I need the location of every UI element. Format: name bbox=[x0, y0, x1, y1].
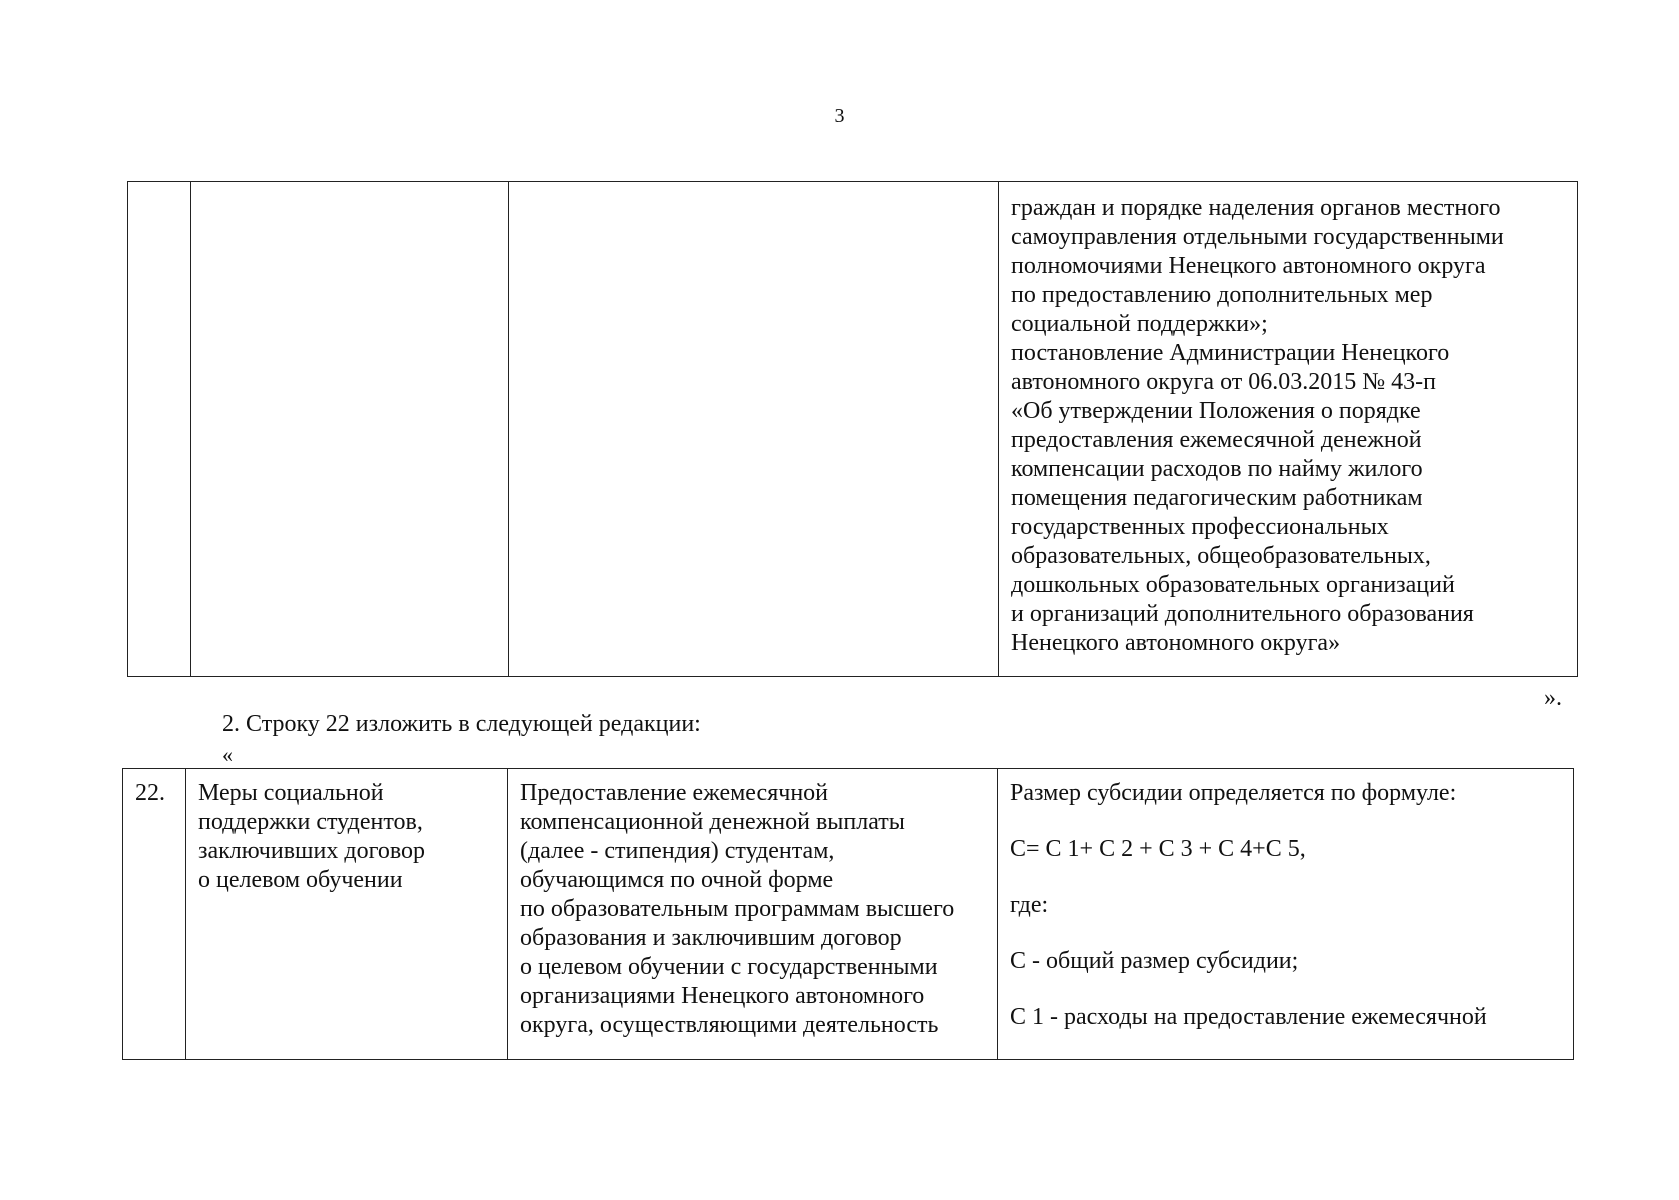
cell-text-line: по предоставлению дополнительных мер bbox=[1011, 282, 1433, 308]
legal-basis-cell bbox=[999, 182, 1578, 677]
formula-paragraph: Размер субсидии определяется по формуле: bbox=[1010, 780, 1457, 806]
description-line: округа, осуществляющими деятельность bbox=[520, 1012, 939, 1038]
description-line: Предоставление ежемесячной bbox=[520, 780, 829, 806]
top-table bbox=[127, 181, 1578, 677]
cell-text-line: и организаций дополнительного образования bbox=[1011, 601, 1474, 627]
description-cell bbox=[508, 769, 998, 1060]
empty-description-cell bbox=[509, 182, 999, 677]
empty-number-cell bbox=[128, 182, 191, 677]
formula-paragraph: С - общий размер субсидии; bbox=[1010, 948, 1299, 974]
row-number-cell bbox=[123, 769, 186, 1060]
formula-paragraph: С= С 1+ С 2 + С 3 + С 4+С 5, bbox=[1010, 836, 1306, 862]
cell-text-line: помещения педагогическим работникам bbox=[1011, 485, 1423, 511]
opening-quote: « bbox=[222, 742, 233, 767]
cell-text-line: компенсации расходов по найму жилого bbox=[1011, 456, 1423, 482]
bottom-table bbox=[122, 768, 1574, 1060]
cell-text-line: Ненецкого автономного округа» bbox=[1011, 630, 1341, 656]
cell-text-line: постановление Администрации Ненецкого bbox=[1011, 340, 1450, 366]
description-line: (далее - стипендия) студентам, bbox=[520, 838, 835, 864]
table-row bbox=[123, 769, 1574, 1060]
description-line: о целевом обучении с государственными bbox=[520, 954, 938, 980]
measure-line: Меры социальной bbox=[198, 780, 384, 806]
cell-text-line: граждан и порядке наделения органов местного bbox=[1011, 195, 1501, 221]
cell-text-line: предоставления ежемесячной денежной bbox=[1011, 427, 1422, 453]
measure-line: поддержки студентов, bbox=[198, 809, 423, 835]
formula-cell bbox=[998, 769, 1574, 1060]
cell-text-line: дошкольных образовательных организаций bbox=[1011, 572, 1455, 598]
cell-text-line: государственных профессиональных bbox=[1011, 514, 1389, 540]
closing-quote: ». bbox=[1544, 685, 1562, 711]
cell-text-line: образовательных, общеобразовательных, bbox=[1011, 543, 1431, 569]
formula-paragraph: где: bbox=[1010, 892, 1049, 918]
cell-text-line: «Об утверждении Положения о порядке bbox=[1011, 398, 1421, 424]
formula-paragraph: С 1 - расходы на предоставление ежемесячной bbox=[1010, 1004, 1487, 1030]
amendment-instruction: 2. Строку 22 изложить в следующей редакции: bbox=[222, 711, 701, 737]
table-row bbox=[128, 182, 1578, 677]
description-line: организациями Ненецкого автономного bbox=[520, 983, 925, 1009]
cell-text-line: автономного округа от 06.03.2015 № 43-п bbox=[1011, 369, 1436, 395]
measure-cell bbox=[186, 769, 508, 1060]
cell-text-line: социальной поддержки»; bbox=[1011, 311, 1268, 337]
description-line: компенсационной денежной выплаты bbox=[520, 809, 905, 835]
page-number: 3 bbox=[834, 105, 845, 127]
row-number: 22. bbox=[135, 780, 165, 806]
description-line: образования и заключившим договор bbox=[520, 925, 902, 951]
description-line: по образовательным программам высшего bbox=[520, 896, 955, 922]
empty-measure-cell bbox=[191, 182, 509, 677]
cell-text-line: самоуправления отдельными государственными bbox=[1011, 224, 1504, 250]
measure-line: заключивших договор bbox=[198, 838, 425, 864]
cell-text-line: полномочиями Ненецкого автономного округа bbox=[1011, 253, 1486, 279]
description-line: обучающимся по очной форме bbox=[520, 867, 834, 893]
measure-line: о целевом обучении bbox=[198, 867, 403, 893]
